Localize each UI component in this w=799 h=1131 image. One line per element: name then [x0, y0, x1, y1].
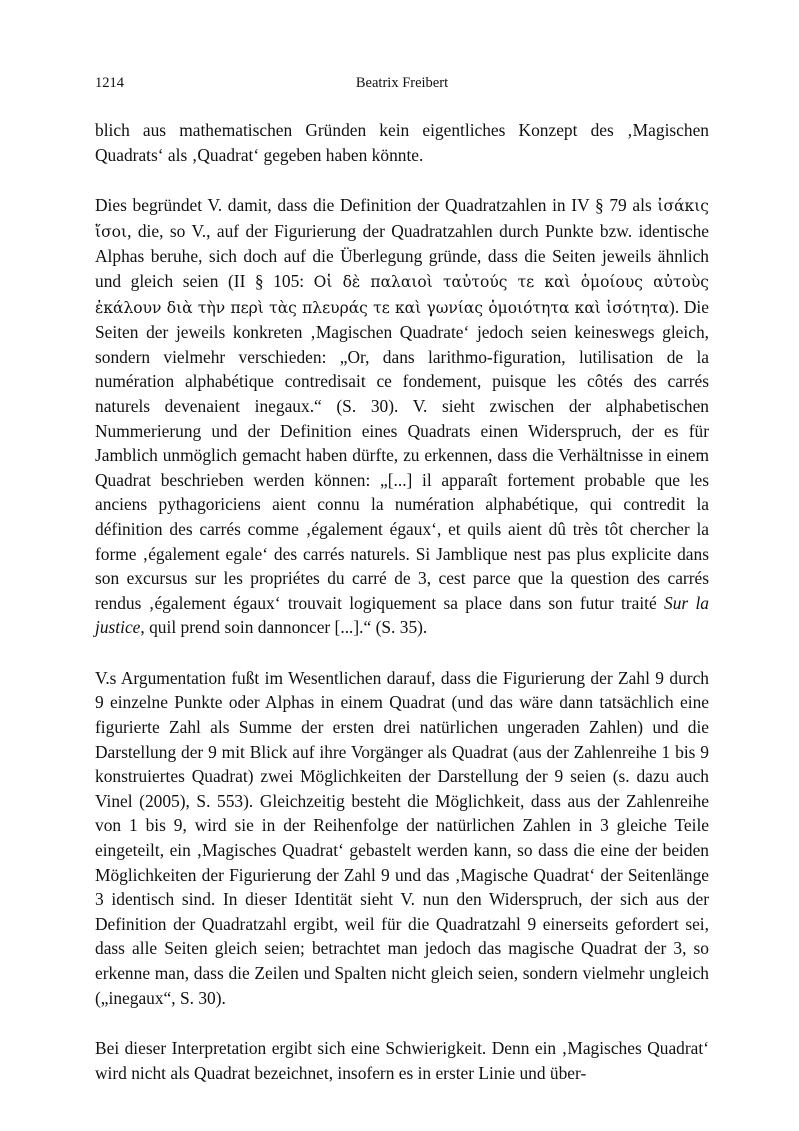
- paragraph-2-text: , quil prend soin dannoncer [...].“ (S. 35).: [140, 617, 428, 638]
- running-head-author: Beatrix Freibert: [355, 75, 449, 91]
- running-head: [95, 72, 709, 94]
- paragraph-2-text: , die, so V., auf der Figurierung der Quadratzahlen durch Punkte bzw. identische Alphas beruhe, sich doch auf die Überlegung gründe, dass die Seiten jeweils ähnlich und gleich seien (II § 105:: [95, 220, 709, 291]
- paragraph-3-text: V.s Argumentation fußt im Wesentlichen darauf, dass die Figurierung der Zahl 9 durch 9 einzelne Punkte oder Alphas in einem Quadrat (und das wäre dann tatsächlich eine figurierte Zahl als Summe der ersten drei natürlichen ungeraden Zahlen) und die Darstellung der 9 mit Blick auf ihre Vorgänger als Quadrat (aus der Zahlenreihe 1 bis 9 konstruiertes Quadrat) zwei Möglichkeiten der Darstellung der 9 seien (s. dazu auch Vinel (2005), S. 553). Gleichzeitig besteht die Möglichkeit, dass aus der Zahlenreihe von 1 bis 9, wird sie in der Reihenfolge der natürlichen Zahlen in 3 gleiche Teile eingeteilt, ein ‚Magisches Quadrat‘ gebastelt werden kann, so dass die eine der beiden Möglichkeiten der Figurierung der Zahl 9 und das ‚Magische Quadrat‘ der Seitenlänge 3 identisch sind. In dieser Identität sieht V. nun den Widerspruch, der sich aus der Definition der Quadratzahl ergibt, weil für die Quadratzahl 9 einerseits gefordert sei, dass alle Seiten gleich seien; betrachtet man jedoch das magische Quadrat der 3, so erkenne man, dass die Zeilen und Spalten nicht gleich seien, sondern vielmehr ungleich („inegaux“, S. 30).: [95, 667, 709, 1008]
- paragraph-2-text: ). Die Seiten der jeweils konkreten ‚Magischen Quadrate‘ jedoch seien keineswegs gleich, sondern vielmehr verschieden: „Or, dans larithmo-figuration, lutilisation de la numération alphabétique contredisait ce fondement, puisque les côtés des carrés naturels devenaient inegaux.“ (S. 30). V. sieht zwischen der alphabetischen Nummerierung und der Definition eines Quadrats einen Widerspruch, der es für Jamblich unmöglich gemacht haben dürfte, zu erkennen, dass die Verhältnisse in einem Quadrat beschrieben werden können: „[...] il apparaît fortement probable que les anciens pythagoriciens aient connu la numération alphabétique, qui contredit la définition des carrés comme ‚également égaux‘, et quils aient dû très tôt chercher la forme ‚également egale‘ des carrés naturels. Si Jamblique nest pas plus explicite dans son excursus sur les propriétes du carré de 3, cest parce que la question des carrés rendus ‚également égaux‘ trouvait logiquement sa place dans son futur traité: [95, 296, 709, 613]
- greek-quotation: Οἱ δὲ παλαιοὶ ταὐτούς τε καὶ ὁμοίους αὐτοὺς ἐκάλουν διὰ τὴν περὶ τὰς πλευράς τε καὶ γωνίας ὁμοιότητα καὶ ἰσότητα: [95, 272, 709, 317]
- paragraph-4: [95, 1036, 709, 1085]
- paragraph-2-text: Dies begründet V. damit, dass die Definition der Quadratzahlen in IV § 79 als: [95, 195, 658, 216]
- paragraph-1-text: blich aus mathematischen Gründen kein eigentliches Konzept des ‚Magischen Quadrats‘ als ‚Quadrat‘ gegeben haben könnte.: [95, 120, 709, 165]
- greek-term-isakis-isoi: ἰσάκις ἴσοι: [95, 197, 709, 241]
- page-number: 1214: [95, 75, 124, 91]
- paragraph-3: [95, 666, 709, 1010]
- paragraph-2: [95, 193, 709, 640]
- body-text: [95, 118, 709, 1085]
- italic-title-sur-la-justice: Sur la justice: [95, 592, 709, 638]
- document-page: [95, 72, 709, 1111]
- paragraph-4-text: Bei dieser Interpretation ergibt sich eine Schwierigkeit. Denn ein ‚Magisches Quadrat‘ wird nicht als Quadrat bezeichnet, insofern es in erster Linie und über-: [95, 1038, 709, 1083]
- paragraph-1: [95, 118, 709, 167]
